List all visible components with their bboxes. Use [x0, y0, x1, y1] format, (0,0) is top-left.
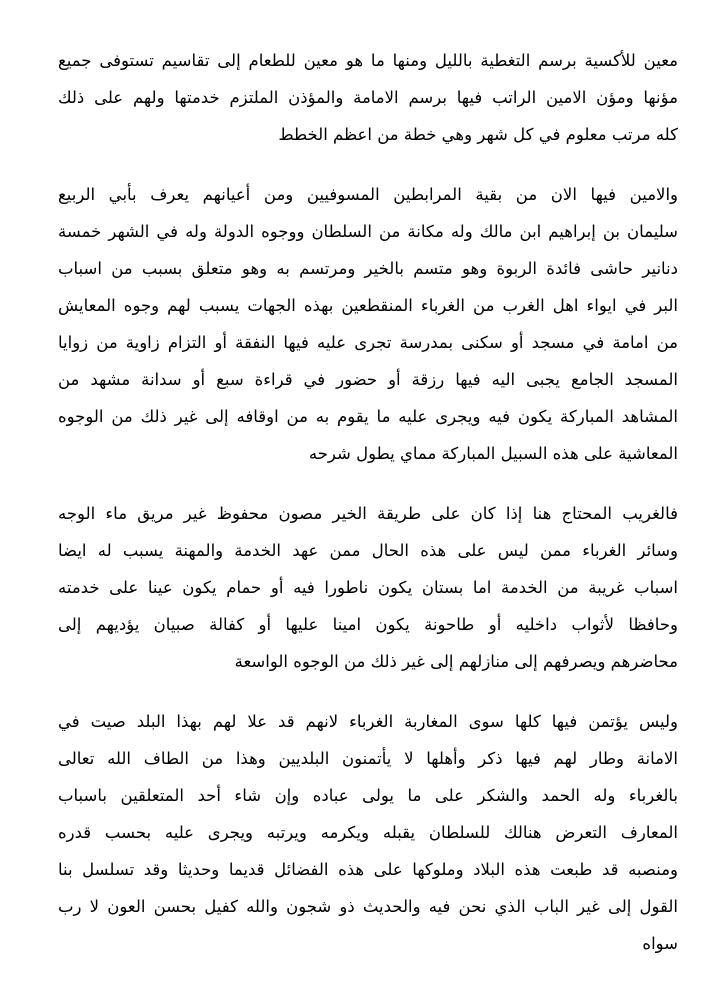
document-body: [58, 42, 678, 985]
text-line: كله مرتب معلوم في كل شهر وهي خطة من اعظم الخطط: [278, 125, 678, 144]
paragraph: [58, 703, 678, 962]
text-line: سواه: [642, 934, 678, 953]
text-line: محاضرهم ويصرفهم إلى منازلهم إلى غير ذلك من الوجوه الواسعة: [234, 652, 678, 671]
text-line: من امامة في مسجد أو سكنى بمدرسة تجرى عليه فيها النفقة أو التزام زاوية من زوايا: [58, 333, 678, 352]
text-line: دنانير حاشى فائدة الربوة وهو متسم بالخير ومرتسم به وهو متعلق بسبب من اسباب: [58, 259, 678, 278]
text-line: المعاشية على هذه السبيل المباركة مماي يطول شرحه: [308, 444, 678, 463]
paragraph: [58, 495, 678, 680]
text-line: سليمان بن إبراهيم ابن مالك وله مكانة من السلطان ووجوه الدولة وله في الشهر خمسة: [58, 222, 678, 241]
text-line: والامين فيها الان من بقية المرابطين المسوفيين ومن أعيانهم يعرف بأبي الربيع: [58, 185, 678, 204]
text-line: مؤنها ومؤن الامين الراتب فيها برسم الامامة والمؤذن الملتزم خدمتها ولهم على ذلك: [58, 88, 678, 107]
text-line: وسائر الغرباء ممن ليس على هذه الحال ممن عهد الخدمة والمهنة يسبب له ايضا: [58, 541, 678, 560]
text-line: ومنصبه قد طبعت هذه البلاد وملوكها على هذه الفضائل قديما وحديثا وقد تسلسل بنا: [58, 860, 678, 879]
text-line: المشاهد المباركة يكون فيه ويجرى عليه ما يقوم به من اوقافه إلى غير ذلك من الوجوه: [58, 407, 678, 426]
text-line: المعارف التعرض هنالك للسلطان يقبله ويكرمه ويرتبه ويجرى عليه بحسب قدره: [58, 823, 678, 842]
paragraph: [58, 42, 678, 153]
text-line: وليس يؤتمن فيها كلها سوى المغاربة الغرباء لانهم قد علا لهم بهذا البلد صيت في: [58, 712, 678, 731]
text-line: القول إلى غير الباب الذي نحن فيه والحديث ذو شجون والله كفيل بحسن العون لا رب: [58, 897, 678, 916]
text-line: وحافظا لأثواب داخليه أو طاحونة يكون امينا عليها أو كفالة صبيان يؤديهم إلى: [58, 615, 678, 634]
text-line: المسجد الجامع يجبى اليه فيها رزقة أو حضور في قراءة سبع أو سدانة مشهد من: [58, 370, 678, 389]
text-line: بالغرباء وله الحمد والشكر على ما يولى عباده وإن شاء أحد المتعلقين باسباب: [58, 786, 678, 805]
paragraph: [58, 176, 678, 472]
text-line: الامانة وطار لهم فيها ذكر وأهلها لا يأتمنون البلديين وهذا من الطاف الله تعالى: [58, 749, 678, 768]
text-line: فالغريب المحتاج هنا إذا كان على طريقة الخير مصون محفوظ غير مريق ماء الوجه: [58, 504, 678, 523]
text-line: معين للأكسية برسم التغطية بالليل ومنها ما هو معين للطعام إلى تقاسيم تستوفى جميع: [58, 51, 678, 70]
text-line: اسباب غريبة من الخدمة اما بستان يكون ناطورا فيه أو حمام يكون عينا على خدمته: [58, 578, 678, 597]
text-line: البر في ايواء اهل الغرب من الغرباء المنقطعين بهذه الجهات يسبب لهم وجوه المعايش: [58, 296, 678, 315]
